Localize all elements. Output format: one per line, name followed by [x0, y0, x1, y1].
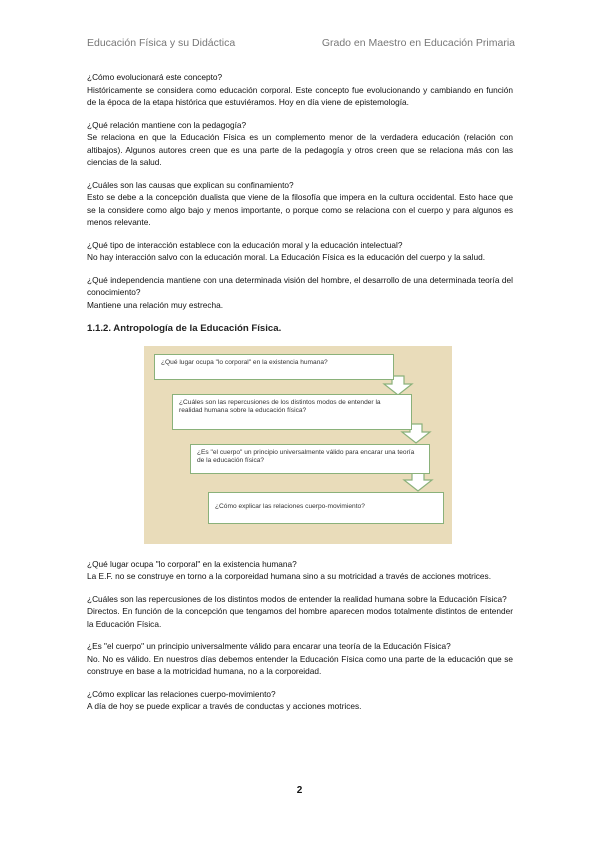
diagram-box-1: ¿Qué lugar ocupa "lo corporal" en la existencia humana? [154, 354, 394, 380]
header-left: Educación Física y su Didáctica [87, 37, 236, 49]
diagram-box-2: ¿Cuáles son las repercusiones de los distintos modos de entender la realidad humana sobre la educación física? [172, 394, 412, 430]
answer: No hay interacción salvo con la educación moral. La Educación Física es la educación del cuerpo y la salud. [87, 252, 486, 262]
qa-block [87, 71, 513, 109]
page-content [87, 71, 513, 723]
answer: Esto se debe a la concepción dualista que viene de la filosofía que impera en la cultura occidental. Esto hace que se la considere como algo bajo y menos importante, o porque como se relaciona con el cuerpo y para algunos es menos relevante. [87, 192, 513, 227]
diagram-box-3: ¿Es "el cuerpo" un principio universalmente válido para encarar una teoría de la educación física? [190, 444, 430, 474]
answer: Mantiene una relación muy estrecha. [87, 299, 224, 310]
page-number: 2 [296, 785, 303, 796]
question: ¿Cómo evolucionará este concepto? [87, 72, 223, 82]
question: ¿Es "el cuerpo" un principio universalmente válido para encarar una teoría de la Educación Física? [87, 641, 451, 651]
qa-block [87, 640, 513, 678]
section-title: 1.1.2. Antropología de la Educación Física. [87, 323, 282, 334]
answer: La E.F. no se construye en torno a la corporeidad humana sino a su motricidad a través de acciones motrices. [87, 571, 491, 581]
qa-block [87, 274, 513, 312]
diagram-box-4: ¿Cómo explicar las relaciones cuerpo-movimiento? [208, 492, 444, 524]
qa-block [87, 688, 513, 713]
question: ¿Qué tipo de interacción establece con la educación moral y la educación intelectual? [87, 239, 403, 250]
qa-block [87, 593, 513, 631]
question: ¿Cómo explicar las relaciones cuerpo-movimiento? [87, 688, 276, 699]
question: ¿Cuáles son las causas que explican su confinamiento? [87, 179, 294, 190]
answer: Directos. En función de la concepción que tengamos del hombre aparecen modos totalmente distintos de entender la Educación Física. [87, 606, 513, 629]
question: ¿Qué independencia mantiene con una determinada visión del hombre, el desarrollo de una determinada teoría del conocimiento? [87, 274, 513, 297]
down-arrow-icon [404, 472, 432, 491]
process-diagram [144, 346, 452, 544]
qa-block [87, 179, 513, 229]
qa-block [87, 239, 513, 264]
question: ¿Qué relación mantiene con la pedagogía? [87, 119, 247, 130]
qa-block [87, 119, 513, 169]
header-right: Grado en Maestro en Educación Primaria [321, 37, 515, 49]
answer: A día de hoy se puede explicar a través de conductas y acciones motrices. [87, 701, 362, 711]
question: ¿Cuáles son las repercusiones de los distintos modos de entender la realidad humana sobre la Educación Física? [87, 593, 507, 604]
answer: Se relaciona en que la Educación Física es un complemento menor de la verdadera educación (relación con altibajos). Algunos autores creen que es una parte de la pedagogía y otros creen que se relaciona más con las ciencias de la salud. [87, 132, 513, 167]
question: ¿Qué lugar ocupa "lo corporal" en la existencia humana? [87, 558, 297, 569]
qa-block [87, 558, 513, 583]
answer: No. No es válido. En nuestros días debemos entender la Educación Física como una parte de la educación que se construye en base a la motricidad humana, no a la corporeidad. [87, 653, 513, 676]
answer: Históricamente se considera como educación corporal. Este concepto fue evolucionando y cambiando en función de la época de la etapa histórica que estuviéramos. Hoy en día viene de epistemología. [87, 84, 513, 107]
